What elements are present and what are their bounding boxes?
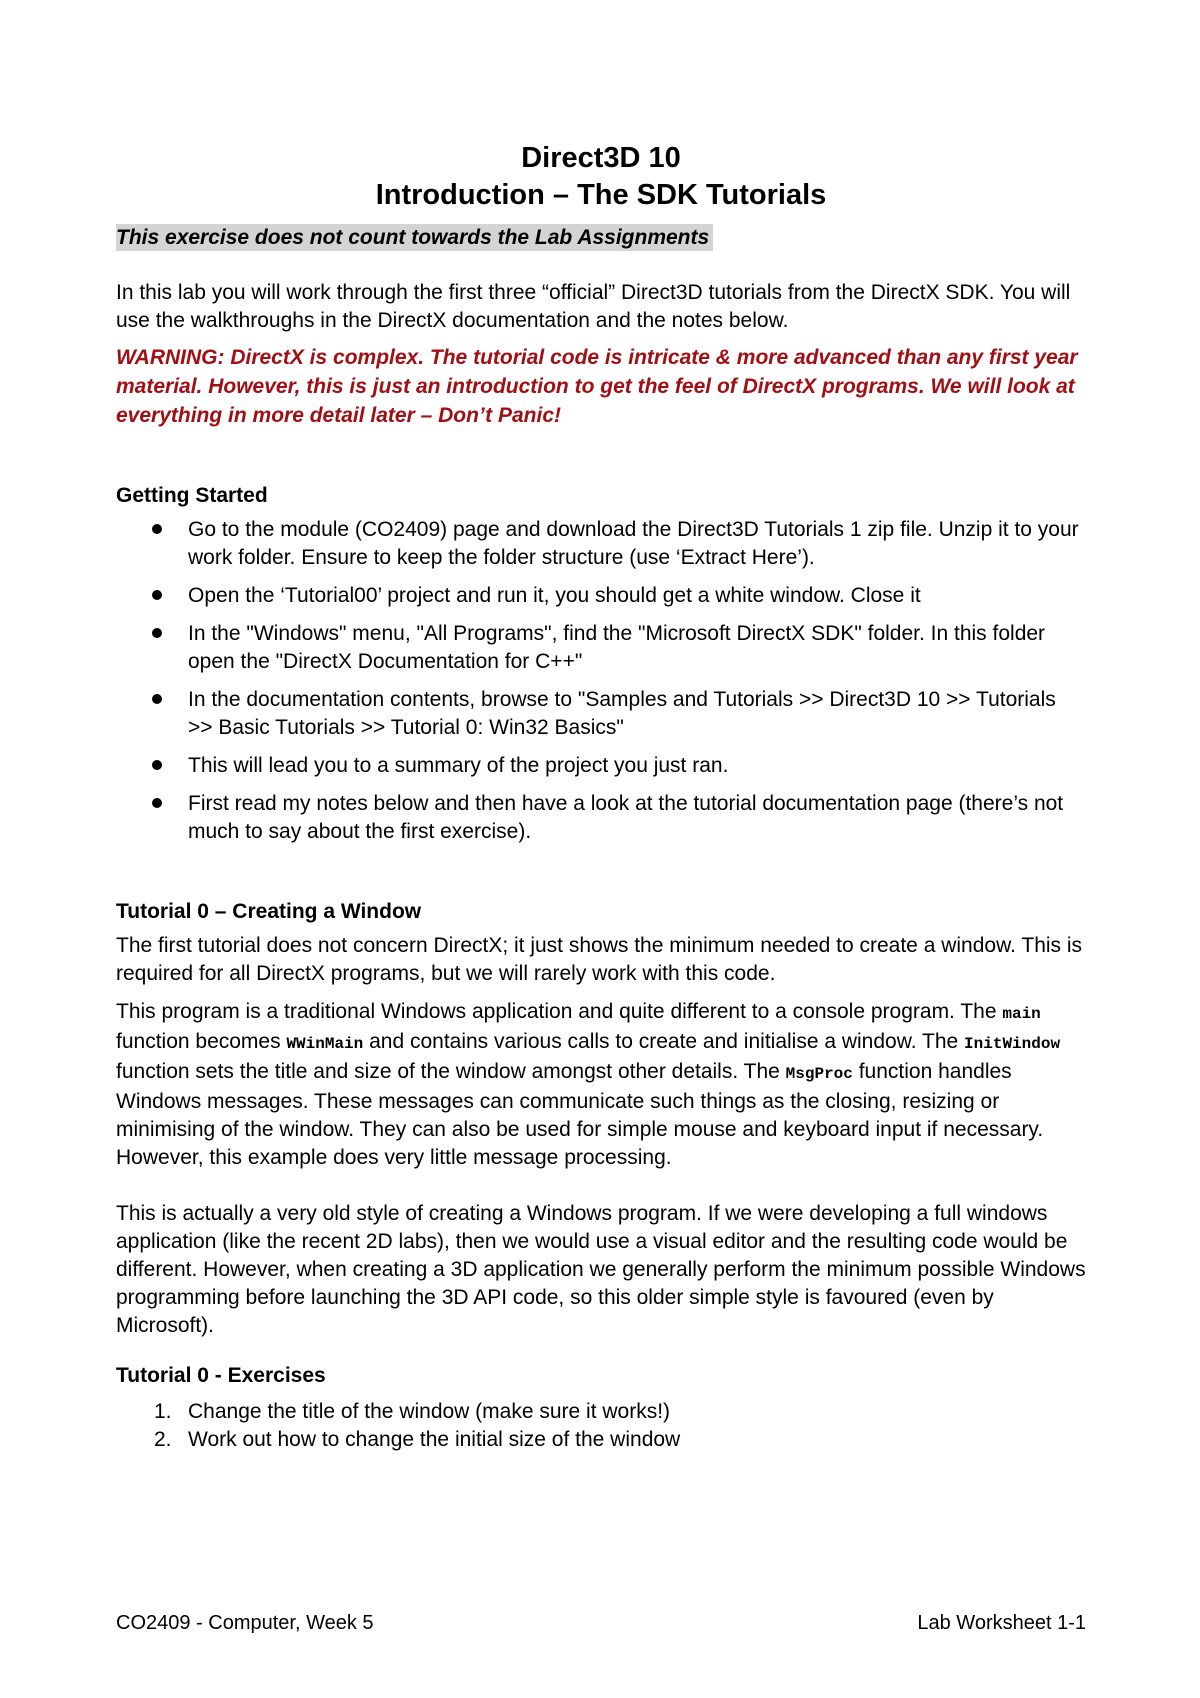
list-item-text: In the documentation contents, browse to "Samples and Tutorials >> Direct3D 10 >> Tutorials >> Basic Tutorials >> Tutorial 0: Win32 Basics" xyxy=(188,688,1056,739)
list-item-text: First read my notes below and then have a look at the tutorial documentation page (there’s not much to say about the first exercise). xyxy=(188,792,1064,843)
getting-started-heading: Getting Started xyxy=(116,484,268,507)
title-line-1: Direct3D 10 xyxy=(521,142,681,174)
code-wwinmain: WWinMain xyxy=(286,1035,364,1053)
getting-started-list xyxy=(116,516,1086,846)
footer-course: CO2409 - Computer, Week 5 xyxy=(116,1612,374,1634)
text-run: This program is a traditional Windows application and quite different to a console program. The xyxy=(116,1000,1003,1023)
code-initwindow: InitWindow xyxy=(964,1035,1061,1053)
bullet-icon xyxy=(152,798,162,808)
tutorial0-heading: Tutorial 0 – Creating a Window xyxy=(116,900,422,923)
code-main: main xyxy=(1002,1005,1041,1023)
tutorial0-paragraph-1: The first tutorial does not concern DirectX; it just shows the minimum needed to create a window. This is required for all DirectX programs, but we will rarely work with this code. xyxy=(116,934,1083,985)
list-item-text: In the "Windows" menu, "All Programs", find the "Microsoft DirectX SDK" folder. In this folder open the "DirectX Documentation for C++" xyxy=(188,622,1046,673)
text-run: and contains various calls to create and initialise a window. The xyxy=(363,1030,965,1053)
assignment-note: This exercise does not count towards the Lab Assignments xyxy=(116,224,713,251)
list-item xyxy=(116,686,1086,742)
bullet-icon xyxy=(152,760,162,770)
text-run: function becomes xyxy=(116,1030,287,1053)
list-item-text: Open the ‘Tutorial00’ project and run it, you should get a white window. Close it xyxy=(188,584,921,607)
list-item xyxy=(116,1398,1086,1426)
list-item-text: Change the title of the window (make sure it works!) xyxy=(188,1400,671,1423)
list-item xyxy=(116,620,1086,676)
warning-paragraph: WARNING: DirectX is complex. The tutorial code is intricate & more advanced than any first year material. However, this is just an introduction to get the feel of DirectX programs. We will look at everything in more detail later – Don’t Panic! xyxy=(116,346,1078,427)
list-item xyxy=(116,752,1086,780)
text-run: function handles Windows messages. These messages can communicate such things as the closing, resizing or minimising of the window. They can also be used for simple mouse and keyboard input if necessary. However, this example does very little message processing. xyxy=(116,1060,1044,1169)
tutorial0-paragraph-2 xyxy=(116,998,1086,1172)
list-item-text: Go to the module (CO2409) page and download the Direct3D Tutorials 1 zip file. Unzip it to your work folder. Ensure to keep the folder structure (use ‘Extract Here’). xyxy=(188,518,1079,569)
document-page xyxy=(116,140,1086,1454)
bullet-icon xyxy=(152,628,162,638)
intro-paragraph: In this lab you will work through the first three “official” Direct3D tutorials from the DirectX SDK. You will use the walkthroughs in the DirectX documentation and the notes below. xyxy=(116,281,1071,332)
bullet-icon xyxy=(152,524,162,534)
exercises-list xyxy=(116,1398,1086,1454)
list-item-text: This will lead you to a summary of the project you just ran. xyxy=(188,754,729,777)
title-line-2: Introduction – The SDK Tutorials xyxy=(375,179,827,211)
list-item xyxy=(116,790,1086,846)
text-run: function sets the title and size of the window amongst other details. The xyxy=(116,1060,786,1083)
list-item xyxy=(116,516,1086,572)
code-msgproc: MsgProc xyxy=(785,1065,853,1083)
bullet-icon xyxy=(152,694,162,704)
footer-worksheet: Lab Worksheet 1-1 xyxy=(917,1612,1086,1634)
tutorial0-paragraph-3: This is actually a very old style of creating a Windows program. If we were developing a full windows application (like the recent 2D labs), then we would use a visual editor and the resulting code would be different. However, when creating a 3D application we generally perform the minimum possible Windows programming before launching the 3D API code, so this older simple style is favoured (even by Microsoft). xyxy=(116,1202,1086,1337)
list-item xyxy=(116,582,1086,610)
list-number: 2. xyxy=(154,1428,172,1451)
list-item xyxy=(116,1426,1086,1454)
exercises-heading: Tutorial 0 - Exercises xyxy=(116,1364,326,1387)
list-item-text: Work out how to change the initial size of the window xyxy=(188,1428,681,1451)
list-number: 1. xyxy=(154,1400,172,1423)
bullet-icon xyxy=(152,590,162,600)
